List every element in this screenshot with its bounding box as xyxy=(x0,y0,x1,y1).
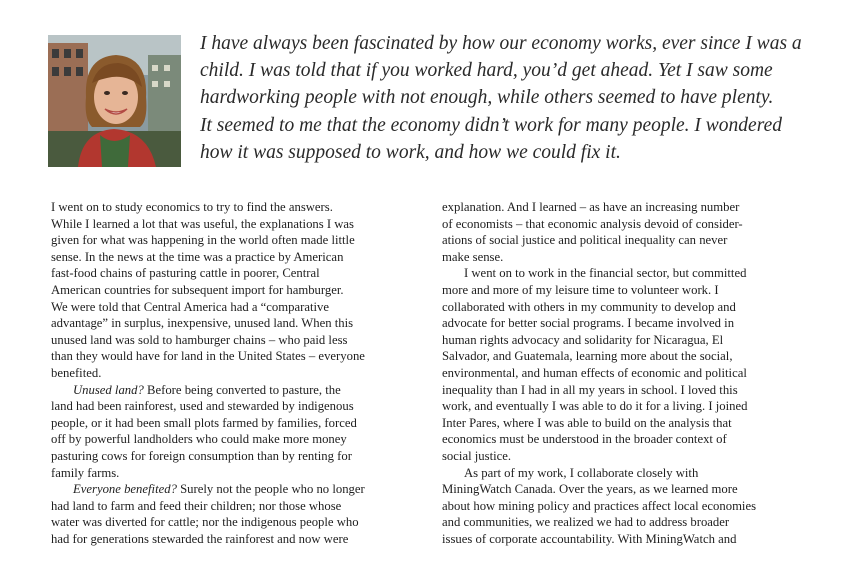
body-line: MiningWatch Canada. Over the years, as we learned more xyxy=(442,482,738,497)
body-line: unused land was sold to hamburger chains – who paid less xyxy=(51,332,348,347)
body-text: Before being converted to pasture, the xyxy=(143,382,341,397)
intro-line: It seemed to me that the economy didn’t work for many people. I wondered xyxy=(200,114,782,136)
body-line: collaborated with others in my community to develop and xyxy=(442,299,736,314)
body-line: ations of social justice and political inequality can never xyxy=(442,233,728,248)
intro-line: child. I was told that if you worked hard, you’d get ahead. Yet I saw some xyxy=(200,60,773,82)
body-line: benefited. xyxy=(51,365,102,380)
body-line: more and more of my leisure time to volunteer work. I xyxy=(442,282,719,297)
body-line: had land to farm and feed their children; nor those whose xyxy=(51,498,342,513)
body-line: We were told that Central America had a “comparative xyxy=(51,299,329,314)
body-line: of economists – that economic analysis devoid of consider- xyxy=(442,216,743,231)
body-line: off by powerful landholders who could make more money xyxy=(51,432,347,447)
body-line: As part of my work, I collaborate closely with xyxy=(464,465,699,480)
body-line: given for what was happening in the world often made little xyxy=(51,233,355,248)
body-line: water was diverted for cattle; nor the indigenous people who xyxy=(51,515,359,530)
body-line: Inter Pares, where I was able to build on the analysis that xyxy=(442,415,732,430)
body-line: economics must be understood in the broader context of xyxy=(442,432,727,447)
body-line: American countries for subsequent import for hamburger. xyxy=(51,282,344,297)
body-line: Salvador, and Guatemala, learning more about the social, xyxy=(442,349,733,364)
body-line: people, or it had been small plots farmed by families, forced xyxy=(51,415,357,430)
body-line: inequality than I had in all my years in school. I loved this xyxy=(442,382,738,397)
right-column xyxy=(442,199,817,547)
body-line: land had been rainforest, used and stewarded by indigenous xyxy=(51,399,354,414)
body-line: fast-food chains of pasturing cattle in poorer, Central xyxy=(51,266,320,281)
body-line: than they would have for land in the United States – everyone xyxy=(51,349,365,364)
body-line: issues of corporate accountability. With MiningWatch and xyxy=(442,531,737,546)
body-line: had for generations stewarded the rainforest and now were xyxy=(51,531,349,546)
paragraph-lead: Unused land? xyxy=(73,382,144,397)
body-line: sense. In the news at the time was a practice by American xyxy=(51,249,344,264)
body-line: environmental, and human effects of economic and political xyxy=(442,365,747,380)
body-line: explanation. And I learned – as have an increasing number xyxy=(442,200,740,214)
body-line: advocate for better social programs. I became involved in xyxy=(442,316,735,331)
intro-paragraph xyxy=(200,30,840,166)
body-text: Surely not the people who no longer xyxy=(176,482,365,497)
body-line: human rights advocacy and solidarity for Nicaragua, El xyxy=(442,332,724,347)
body-line: work, and eventually I was able to do it for a living. I joined xyxy=(442,399,748,414)
body-line: family farms. xyxy=(51,465,120,480)
intro-line: hardworking people with not enough, while others seemed to have plenty. xyxy=(200,87,774,109)
body-line: make sense. xyxy=(442,249,504,264)
body-line: pasturing cows for foreign consumption than by renting for xyxy=(51,448,352,463)
paragraph-lead: Everyone benefited? xyxy=(73,482,177,497)
intro-line: how it was supposed to work, and how we could fix it. xyxy=(200,141,621,163)
body-line: While I learned a lot that was useful, the explanations I was xyxy=(51,216,354,231)
body-line: about how mining policy and practices affect local economies xyxy=(442,498,757,513)
body-line: I went on to study economics to try to find the answers. xyxy=(51,200,333,214)
body-line: I went on to work in the financial sector, but committed xyxy=(464,266,747,281)
body-line xyxy=(51,382,426,399)
body-line xyxy=(51,481,426,498)
author-photo xyxy=(48,35,181,167)
body-line: advantage” in surplus, inexpensive, unused land. When this xyxy=(51,316,354,331)
body-line: social justice. xyxy=(442,448,512,463)
left-column xyxy=(51,199,426,547)
body-line: and communities, we realized we had to address broader xyxy=(442,515,730,530)
intro-line: I have always been fascinated by how our economy works, ever since I was a xyxy=(200,33,802,54)
photo-credit xyxy=(40,90,45,130)
